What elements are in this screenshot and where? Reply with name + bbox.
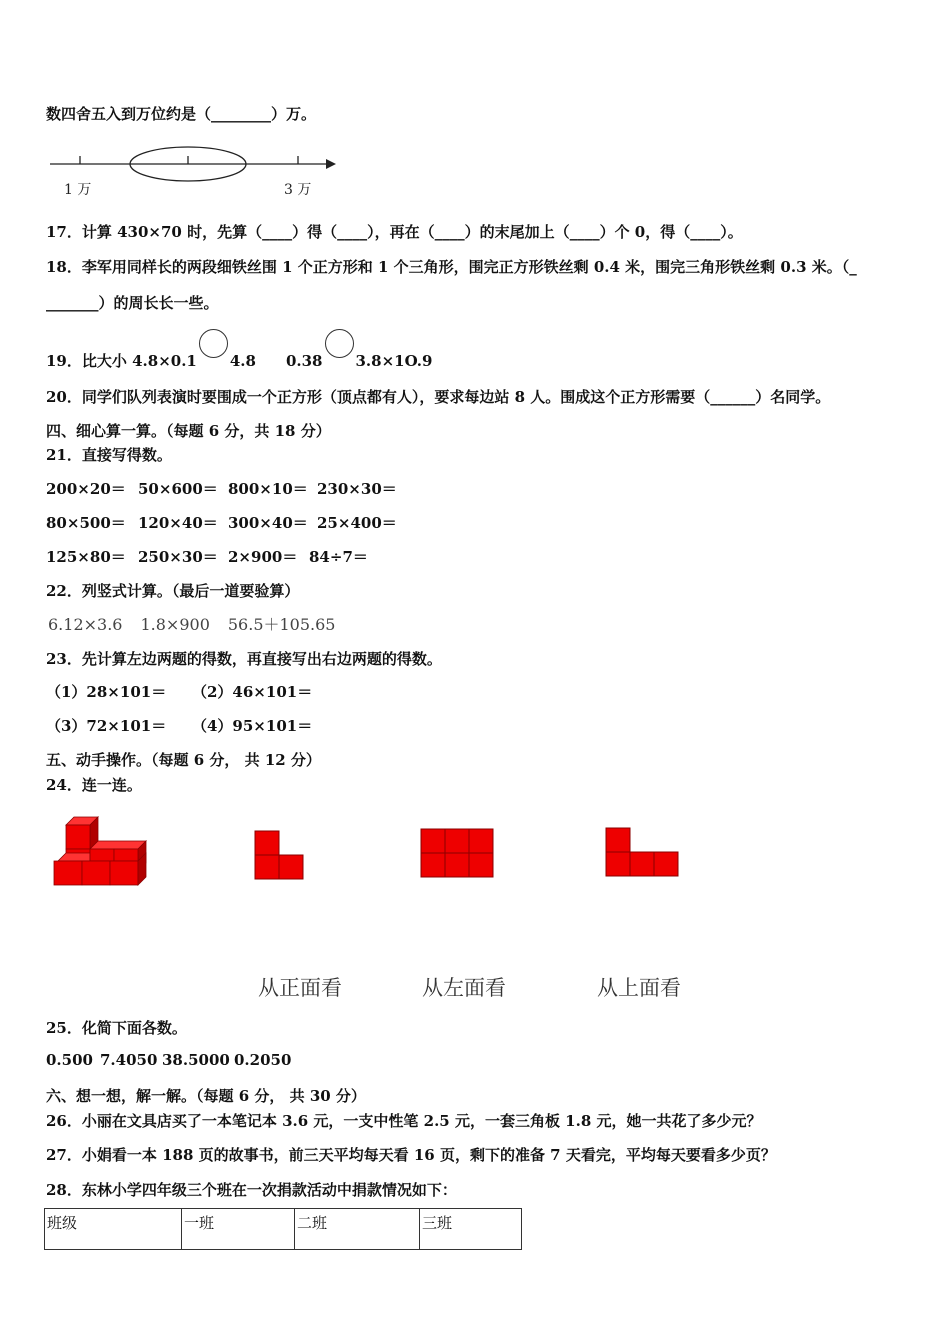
q23-item: （2）46×101＝: [192, 683, 313, 701]
q26-text: 26．小丽在文具店买了一本笔记本 3.6 元，一支中性笔 2.5 元，一套三角板 1.8 元，她一共花了多少元？: [46, 1112, 762, 1130]
vertical-calc-item: 6.12×3.6: [48, 615, 123, 634]
q27-text: 27．小娟看一本 188 页的故事书，前三天平均每天看 16 页，剩下的准备 7 天看完，平均每天要看多少页？: [46, 1146, 776, 1164]
section-4-title: 四、细心算一算。（每题 6 分，共 18 分）: [46, 422, 331, 440]
label-left-view: 从左面看: [422, 976, 506, 1000]
calc-row-3: [46, 546, 368, 567]
table-header-cell: 一班: [182, 1209, 295, 1250]
compare-circle-2[interactable]: [325, 329, 354, 358]
q21-text: 21．直接写得数。: [46, 446, 172, 464]
table-header-cell: 三班: [420, 1209, 522, 1250]
q16-text: 数四舍五入到万位约是（________）万。: [46, 105, 317, 123]
q25-number: 38.5000: [162, 1051, 230, 1069]
vertical-calc-row: [48, 612, 354, 635]
calc-item: 125×80＝: [46, 548, 126, 566]
q19-prefix: 19．比大小 4.8×0.1: [46, 352, 197, 370]
label-1wan: 1 万: [64, 182, 92, 198]
q20-text: 20．同学们队列表演时要围成一个正方形（顶点都有人），要求每边站 8 人。围成这个正方形需要（______）名同学。: [46, 388, 831, 406]
q23-item: （4）95×101＝: [192, 717, 313, 735]
cube-stack-figure: [52, 815, 152, 887]
view-shape-3: [605, 827, 681, 879]
q23-item: （1）28×101＝: [46, 683, 167, 701]
q24-text: 24．连一连。: [46, 776, 142, 794]
calc-item: 230×30＝: [317, 480, 397, 498]
arrow-head: [326, 159, 336, 169]
number-line-figure: [46, 142, 346, 200]
calc-item: 84÷7＝: [309, 548, 368, 566]
q19-mid: 4.8 0.38: [229, 352, 323, 370]
q18-text-b: _______）的周长长一些。: [46, 294, 219, 312]
section-6-title: 六、想一想，解一解。（每题 6 分， 共 30 分）: [46, 1087, 366, 1105]
calc-row-2: [46, 512, 397, 533]
q23-text: 23．先计算左边两题的得数，再直接写出右边两题的得数。: [46, 650, 442, 668]
table-row: [45, 1209, 522, 1250]
view-shape-1: [254, 830, 306, 882]
calc-item: 250×30＝: [138, 548, 218, 566]
view-shape-2: [420, 828, 496, 880]
q17-text: 17．计算 430×70 时，先算（____）得（____），再在（____）的末尾加上（____）个 0，得（____）。: [46, 223, 743, 241]
calc-row-1: [46, 478, 397, 499]
calc-item: 80×500＝: [46, 514, 126, 532]
table-header-cell: 班级: [45, 1209, 182, 1250]
q25-number: 0.2050: [234, 1051, 292, 1069]
label-3wan: 3 万: [284, 182, 312, 198]
q22-text: 22．列竖式计算。（最后一道要验算）: [46, 582, 300, 600]
q19-line: [46, 339, 432, 371]
calc-item: 200×20＝: [46, 480, 126, 498]
q23-row-1: [46, 681, 312, 702]
vertical-calc-item: 1.8×900: [140, 615, 210, 634]
label-top-view: 从上面看: [597, 976, 681, 1000]
q28-text: 28．东林小学四年级三个班在一次捐款活动中捐款情况如下：: [46, 1181, 457, 1199]
calc-item: 300×40＝: [228, 514, 308, 532]
compare-circle-1[interactable]: [199, 329, 228, 358]
q23-item: （3）72×101＝: [46, 717, 167, 735]
section-5-title: 五、动手操作。（每题 6 分， 共 12 分）: [46, 751, 321, 769]
vertical-calc-item: 56.5＋105.65: [227, 615, 336, 634]
calc-item: 2×900＝: [228, 548, 298, 566]
calc-item: 50×600＝: [138, 480, 218, 498]
calc-item: 120×40＝: [138, 514, 218, 532]
donation-table: [44, 1208, 522, 1250]
q23-row-2: [46, 715, 312, 736]
q25-numbers: [46, 1051, 291, 1069]
table-header-cell: 二班: [295, 1209, 420, 1250]
label-front-view: 从正面看: [258, 976, 342, 1000]
calc-item: 25×400＝: [317, 514, 397, 532]
q25-number: 0.500: [46, 1051, 93, 1069]
q18-text-a: 18．李军用同样长的两段细铁丝围 1 个正方形和 1 个三角形，围完正方形铁丝剩 0.4 米，围完三角形铁丝剩 0.3 米。（_: [46, 258, 857, 276]
q25-text: 25．化简下面各数。: [46, 1019, 187, 1037]
calc-item: 800×10＝: [228, 480, 308, 498]
q19-end: 3.8×1O.9: [355, 352, 433, 370]
q25-number: 7.4050: [100, 1051, 158, 1069]
